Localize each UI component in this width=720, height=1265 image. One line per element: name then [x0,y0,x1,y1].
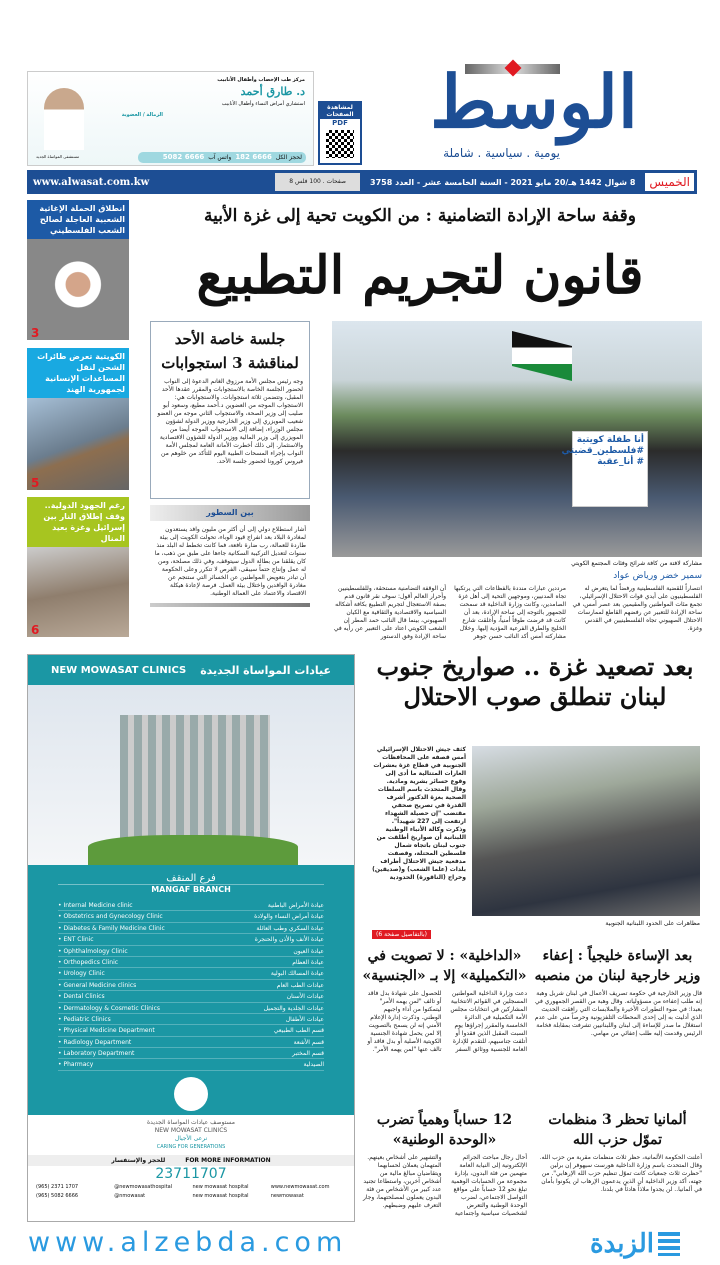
clinic-en: • Internal Medicine clinic [58,902,133,909]
clinic-en: • ENT Clinic [58,936,94,944]
clinic-item [58,1025,324,1036]
phone1: 182 6666 [235,153,272,161]
story-body: أحال رجال مباحث الجرائم الإلكترونية إلى النيابة العامة متهمين من فئة البدون، بإدارة مجموعة من الحسابات الوهمية تبلغ نحو 12 حساباً على مواقع التواصل الاجتماعي، لضرب الوحدة الوطنية والتعرض لشخصيات سياسية واجتماعية والتشهير على أشخاص بعينهم. المتهمان يعملان لحسابهما ويتقاضيان مبالغ مالية من أشخاص آخرين، واستطاعا تجنيد عدد كبير من الأشخاص من فئة البدون يعملون لمصلحتهما، وجار التعرف عليهم وضبطهم. [362,1154,527,1217]
sidebar-teaser-2[interactable] [27,348,129,490]
doctor-photo [44,88,84,150]
ad-title-en: NEW MOWASAT CLINICS [50,664,187,676]
clinic-en: • Urology Clinic [58,970,105,978]
slogan-en: CARING FOR GENERATIONS [156,1143,226,1150]
clinic-en: • General Medicine clinics [58,981,137,989]
mowasat-logo-icon [174,1077,208,1111]
lebanon-caption: مظاهرات على الحدود اللبنانية الجنوبية [605,920,700,927]
contact-website[interactable]: www.newmowasat.com [270,1183,330,1190]
clinic-en: • Physical Medicine Department [58,1027,155,1035]
clinic-en: • Dermatology & Cosmetic Clinics [58,1004,161,1012]
clinic-item [58,1048,324,1059]
page-number: 3 [31,326,40,340]
clinic-en: • Laboratory Department [58,1050,135,1058]
clinic-en: • Radiology Department [58,1038,132,1046]
story-lebanon-fm[interactable] [533,946,702,1038]
branch-ar: فرع المنقف [166,873,216,884]
whatsapp-label: واتس آب [208,154,232,161]
clinic-ar: قسم الطب الطبيعي [273,1027,324,1035]
session-headline: جلسة خاصة الأحد لمناقشة 3 استجوابات [161,330,299,372]
clinic-ar: عيادة المسالك البولية [270,970,324,978]
issue-date: 8 شوال 1442 هـ/20 مايو 2021 - السنة الخامسة عشر - العدد 3758 [370,177,636,187]
menu-lines-icon [658,1232,680,1256]
alzebda-logo-text: الزبدة [590,1229,654,1259]
clinic-item [58,980,324,991]
clinic-item [58,957,324,968]
teaser-photo [27,398,129,490]
photo-caption: مشاركة لافتة من كافة شرائح وفئات المجتمع الكويتي [571,560,702,567]
clinic-ar: عيادات الأسنان [286,993,324,1001]
clinic-item [58,1037,324,1048]
teaser-photo [27,239,129,340]
placard: أنا طفلة كويتية #فلسطين_قضيتي # أنا_عقبة [572,431,648,507]
page-number: 5 [31,476,40,490]
story-headline: «الداخلية» : لا تصويت في «التكميلية» إلا بـ «الجنسية» [362,948,527,984]
ad-center: مركز طب الإخصاب وأطفال الأنابيب [217,77,305,83]
qr-pdf: PDF [332,119,348,127]
clinic-item [58,1059,324,1070]
footer-website[interactable]: www.alzebda.com [28,1227,348,1258]
doctor-title: استشاري أمراض النساء وأطفال الأنابيب [221,101,305,107]
clinic-ar: عيادات الجلدية والتجميل [263,1004,324,1012]
contact-phone[interactable]: (965) 2371 1707 [36,1183,79,1190]
byline: سمير خضر ورياض عواد [613,571,702,581]
qr-label: لمشاهدة الصفحات [320,103,360,119]
logo-ar: مستوصف عيادات المواساة الجديدة [147,1118,235,1126]
qr-code-icon [326,130,354,158]
lead-headline[interactable]: قانون لتجريم التطبيع [196,245,644,306]
logo-en: NEW MOWASAT CLINICS [154,1126,228,1134]
lead-column-1: انتصاراً للقضية الفلسطينية ورفضاً لما يتعرض له الفلسطينيون على أيدي قوات الاحتلال الإسرائيلي، تجمع مئات المواطنين والمقيمين بعد عصر أمس، في ساحة الإرادة للتعبير عن رفضهم القاطع لممارسات الاحتلال الصهيوني تجاه الفلسطينيين في القدس وغزة. [572,585,702,632]
clinic-en: • Ophthalmology Clinic [58,947,128,955]
clinic-item [58,900,324,911]
session-body: وجه رئيس مجلس الأمة مرزوق الغانم الدعوة إلى النواب لحضور الجلسة الخاصة بالاستجوابات والمقرر عقدها الأحد المقبل، وتتضمن ثلاثة استجوابات. والاستجوابات هي: الاستجواب الموجه من العضوين د.أحمد مطيع، وسعود أبو صليب إلى وزير الصحة، والاستجواب الثاني موجه من العضو شعيب المويزري إلى وزير الخارجية ووزير الدولة لشؤون مجلس الوزراء، إضافة إلى الاستجواب الموجه أيضا من المويزري إلى وزير المالية ووزير الدولة للشؤون الاقتصادية والاستثمار. إلى ذلك أخطرت الأمانة العامة لمجلس الأمة النواب بإجراء المسحات الطبية اليوم للتأكد من خلوهم من فيروس كورونا لحضور جلسة الأحد. [157,378,303,465]
mowasat-ad[interactable] [27,654,355,1222]
lead-column-3: أن الوقفة التضامنية مستحقة، وللفلسطينيين وأحرار العالم أقول: سوف نقر قانون قدم بصفة الاستعجال لتجريم التطبيع بكافة أشكاله السياسية والاقتصادية والثقافية مع الكيان الصهيوني، بينما قال النائب حمد المطر إن الشعب الكويتي اعتاد على التعبير عن رأيه في ساحة الإرادة وفق الدستور [333,585,446,640]
teaser-photo [27,547,129,637]
doctor-ad[interactable] [27,71,314,166]
between-lines [150,505,310,637]
dateline-bar [27,170,697,194]
contact-instagram[interactable]: @newmowasathospital [114,1183,173,1190]
clinic-ar: عيادة أمراض النساء والولادة [254,913,324,921]
clinic-ar: عيادات الطب العام [276,981,324,989]
lebanon-photo[interactable] [472,746,700,916]
teaser-title: رغم الجهود الدولية.. وقف إطلاق النار بين إسرائيل وغزة بعيد المنال [43,501,125,543]
clinic-en: • Dental Clinics [58,993,105,1001]
phone2: 5082 6666 [162,153,205,161]
contact-whatsapp[interactable]: (965) 5082 6666 [36,1192,79,1199]
doctor-name: د. طارق أحمد [240,85,305,98]
clinic-list [58,900,324,1071]
story-body: قال وزير الخارجية في حكومة تصريف الأعمال في لبنان شربل وهبة إنه طلب إعفاءه من مسؤولياته. وقال وهبة من القصر الجمهوري في بعبدا: في ضوء التطورات الأخيرة والملابسات التي رافقت الحديث الذي أدليت به إلى إحدى المحطات التلفزيونية وحرصاً مني على عدم استغلال ما صدر للإساءة إلى لبنان واللبنانيين تشرفت بمقابلة فخامة الرئيس وقدمت إليه طلب إعفائي من مهامي. [534,990,702,1037]
branch-en: MANGAF BRANCH [58,884,324,894]
session-box[interactable] [150,321,310,499]
clinic-ar: عيادة العظام [292,958,324,966]
clinic-en: • Pharmacy [58,1061,94,1069]
day: الخميس [645,173,694,191]
clinic-ar: قسم المختبر [292,1050,324,1058]
clinic-item [58,1014,324,1025]
between-lines-body: أشار استطلاع دولي إلى أن أكثر من مليون وافد يستعدون لمغادرة البلاد بعد انفراج قيود الوباء، تحولت الكويت إلى بيئة طاردة للعمالة، رب ضارة نافعة، فما كانت تخطط له البلد منذ سنوات لتعديل التركيبة السكانية جاءها على طبق من ذهب، ما كان يقلقنا من بطالة الدول سيتوقف، وفي ذلك مصلحة، ومن له عمل وإنتاج حتماً سيبقى، الفرص لا تتكرر وعلى الحكومة أن تبادر بتعويض المواطنين عن الخسائر التي ستنجم عن مغادرة الوافدين واختلال بيئة العمل. فرصة لإعادة هيكلة الاقتصاد والاعتماد على العمالة الوطنية. [154,526,306,597]
clinic-item [58,934,324,945]
story-headline: بعد الإساءة خليجياً : إعفاء وزير خارجية لبنان من منصبه [534,948,701,984]
clinic-ar: الصيدلية [303,1061,324,1069]
lebanon-headline[interactable]: بعد تصعيد غزة .. صواريخ جنوب لبنان تنطلق صوب الاحتلال [376,652,694,711]
ad-title-ar: عيادات المواساة الجديدة [200,663,331,677]
clinic-ar: عيادة الأنف والأذن والحنجرة [254,936,324,944]
contact-app[interactable]: newmowasat [270,1192,304,1199]
ad-building-photo [28,685,354,865]
slogan-ar: نرعى الأجيال [174,1134,208,1142]
tagline: يومية . سياسية . شاملة [443,146,560,160]
clinic-item [58,911,324,922]
lead-photo[interactable] [332,321,702,557]
story-fake-accounts[interactable] [362,1110,527,1218]
membership: الزمالة / العضوية [121,112,163,118]
contact-grid [28,1182,354,1201]
story-headline: ألمانيا تحظر 3 منظمات تموّل حزب الله [548,1112,687,1148]
clinic-item [58,991,324,1002]
website-link[interactable]: www.alwasat.com.kw [33,176,150,188]
clinic-ar: عيادات الأطفال [285,1015,324,1023]
teaser-title: الكويتية تعرض طائرات الشحن لنقل المساعدات الإنسانية لجمهورية الهند [37,352,125,394]
clinic-ar: عيادة السكري وطب العائلة [256,924,324,932]
story-body: أعلنت الحكومة الألمانية، حظر ثلاث منظمات مقربة من حزب الله. وقال المتحدث باسم وزارة الداخلية هورست سيهوفر إن برلين "حظرت ثلاث جمعيات كانت تموّل تنظيم حزب الله الإرهابي". من جهته، أكد وزير الداخلية أن الذين يدعمون الإرهاب لن يكونوا بأمان في ألمانيا.. لن يجدوا ملاذاً هادئاً في بلدنا. [539,1154,702,1193]
lebanon-body: كثف جيش الاحتلال الإسرائيلي أمس قصفه على المحافظات الجنوبية في قطاع غزة بعشرات الغارات المتتالية ما أدى إلى وقوع خسائر بشرية ومادية. وقال المتحدث باسم السلطات الصحية بغزة الدكتور أشرف القدرة في تصريح صحفي مقتضب "إن حصيلة الشهداء ارتفعت إلى 227 شهيداً". وذكرت وكالة الأنباء الوطنية اللبنانية أن صواريخ أطلقت من جنوب لبنان باتجاه شمال فلسطين المحتلة، وقصفت مدفعية جيش الاحتلال أطراف بلدات (علما الشعب) و(صديقين) وخراج (الناقورة) الحدودية [372,746,466,881]
clinic-item [58,1003,324,1014]
sidebar-teaser-1[interactable] [27,200,129,340]
newspaper-logo[interactable]: الوسط [430,59,638,144]
story-germany[interactable] [533,1110,702,1194]
alzebda-logo[interactable] [590,1226,690,1262]
clinic-ar: عيادة العيون [293,947,324,955]
story-headline: 12 حساباً وهمياً تضرب «الوحدة الوطنية» [376,1112,513,1148]
clinic-item [58,968,324,979]
clinic-ar: عيادة الأمراض الباطنية [267,902,324,909]
clinic-en: • Pediatric Clinics [58,1015,111,1023]
lead-kicker: وقفة ساحة الإرادة التضامنية : من الكويت تحية إلى غزة الأبية [204,206,636,226]
phone-label: لحجز الكل [275,154,302,161]
contact-facebook[interactable]: new mowasat hospital [192,1192,249,1199]
contact-youtube[interactable]: new mowasat hospital [192,1183,249,1190]
info-en: FOR MORE INFORMATION [185,1156,271,1164]
clinic-en: • Diabetes & Family Medicine Clinic [58,924,165,932]
contact-twitter[interactable]: @nmowasat [114,1192,146,1199]
story-body: دعت وزارة الداخلية المواطنين المسجلين في القوائم الانتخابية المشاركين في انتخابات مجلس الأمة التكميلية في الدائرة الخامسة والمقرر إجراؤها يوم السبت المقبل الذين فقدوا أو أتلفت جناسيهم، للتقدم للإدارة العامة للجنسية ووثائق السفر للحصول على شهادة بدل فاقد أو تالف "لمن يهمه الأمر" ليتمكنوا من أداء واجبهم الوطني. وذكرت إدارة الإعلام الأمني إنه لن يسمح بالتصويت إلا لمن يحمل شهادة الجنسية الكويتية الأصلية أو بدل فاقد أو تالف عنها "لمن يهمه الأمر". [367,990,527,1053]
see-page-6-link[interactable]: (بالتفاصيل صفحة 6) [372,930,431,939]
teaser-title: انطلاق الحملة الإغاثية الشعبية العاجلة لصالح الشعب الفلسطيني [39,204,125,235]
lead-column-2: مرددين عبارات منددة بالفظاعات التي يرتكبها تجاه المدنيين، وموجهين التحية إلى أهل غزة الصامدين، وكانت وزارة الداخلية قد سمحت للجمهور بالتوجه إلى ساحة الإرادة، بعد أن كانت قد فرضت طوقاً أمنياً، وأغلقت شارع الخليج والطرق الفرعية المؤدية إليها. وخلال مشاركته أمس أكد النائب حسن جوهر [454,585,566,640]
qr-box[interactable] [318,101,362,165]
between-lines-title: بين السطور [150,505,310,521]
clinic-item [58,923,324,934]
sidebar-teaser-3[interactable] [27,497,129,637]
clinic-ar: قسم الأشعة [293,1038,324,1046]
price: 8 صفحات . 100 فلس [275,173,360,191]
page-number: 6 [31,623,40,637]
hospital-name: مستشفى المواساة الجديد [36,154,80,159]
story-interior[interactable] [362,946,527,1054]
info-ar: للحجز والإستفسار [111,1156,166,1164]
clinic-en: • Obstetrics and Gynecology Clinic [58,913,163,921]
clinic-item [58,946,324,957]
palestine-flag [512,331,572,381]
clinic-en: • Orthopedics Clinic [58,958,119,966]
ad-phone[interactable]: 23711707 [155,1165,227,1182]
